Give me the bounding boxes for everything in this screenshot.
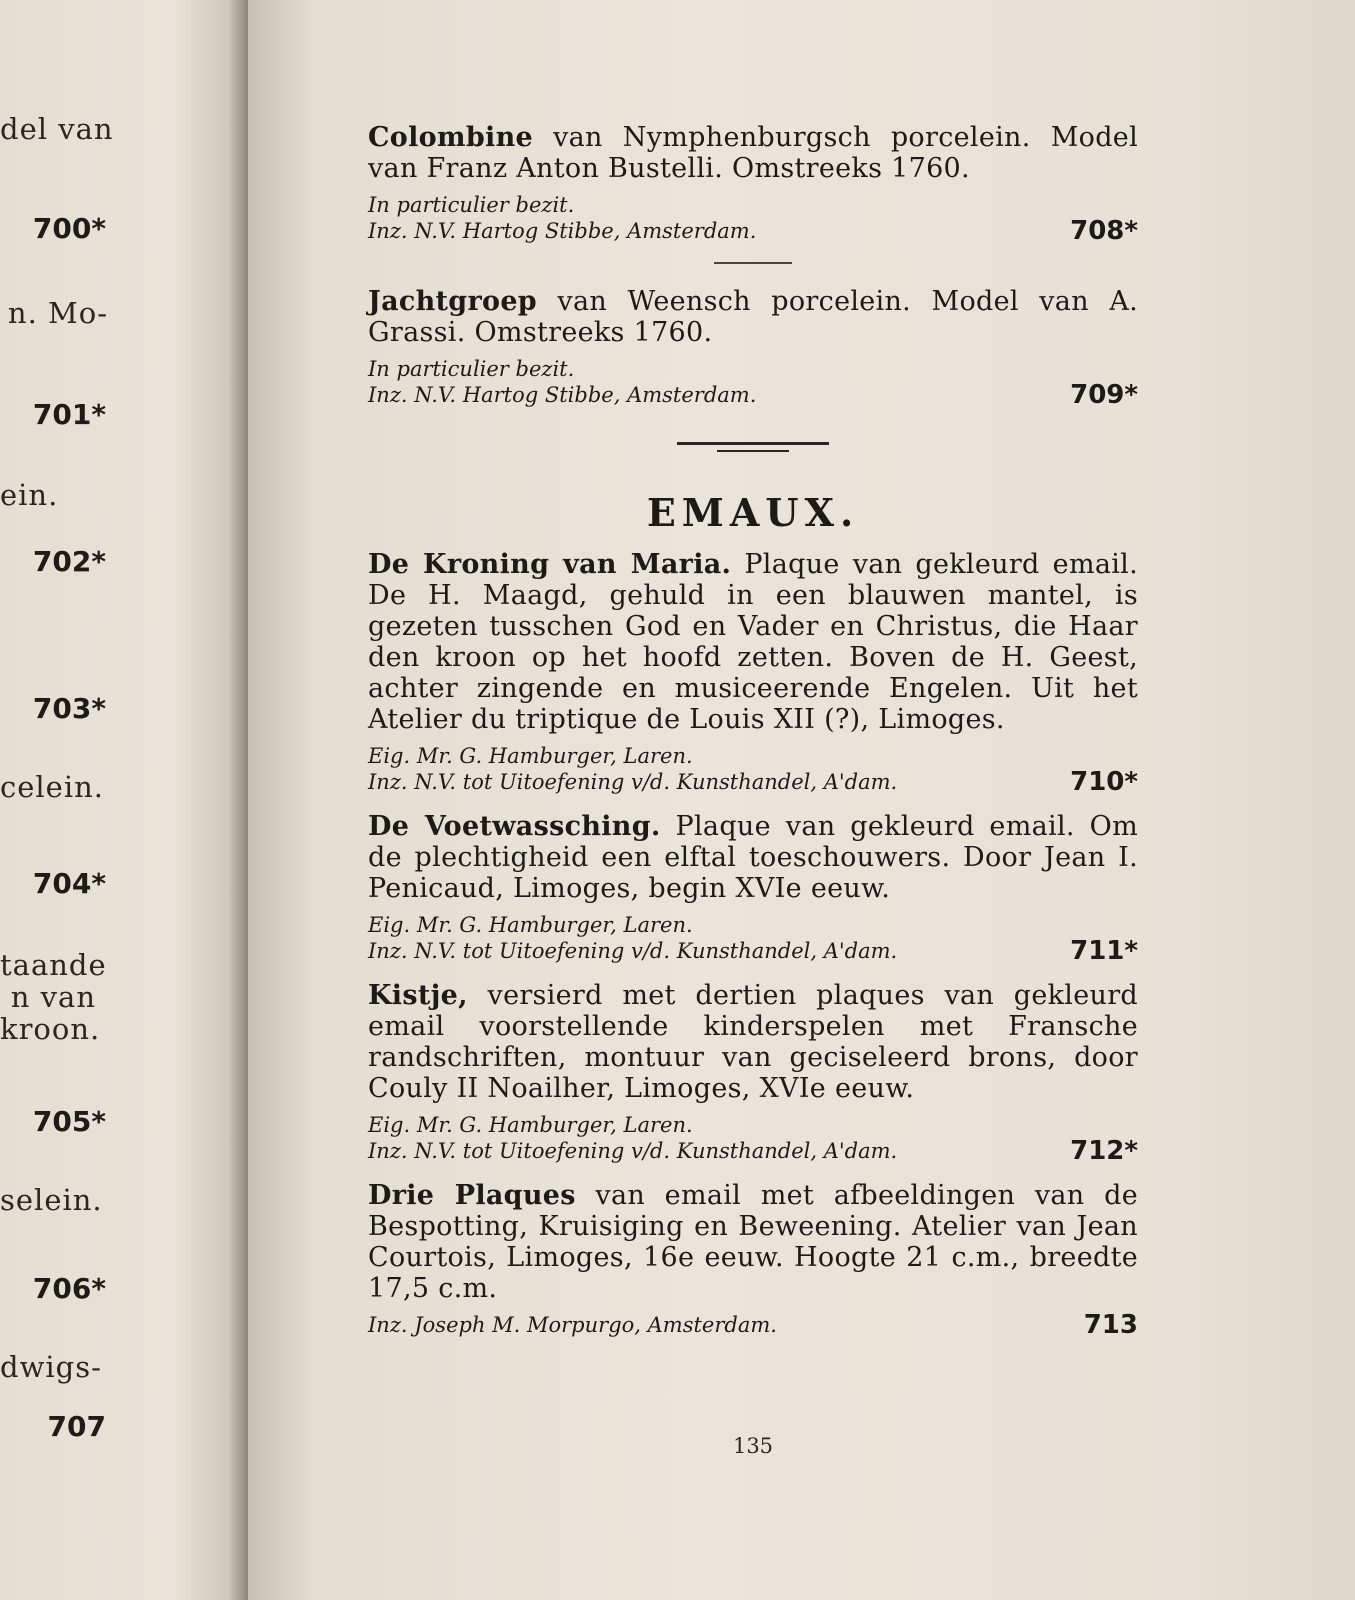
- entry-description: [368, 549, 1138, 735]
- section-divider: [677, 442, 829, 454]
- provenance-line: Inz. N.V. Hartog Stibbe, Amsterdam.: [368, 383, 757, 407]
- left-fragment: del van: [0, 112, 114, 146]
- left-lot-number: 703*: [32, 692, 106, 725]
- left-lot-number: 702*: [32, 545, 106, 578]
- catalogue-entry: [368, 286, 1138, 408]
- left-page: [0, 0, 248, 1600]
- provenance-line: Eig. Mr. G. Hamburger, Laren.: [368, 744, 693, 768]
- provenance-line: Inz. N.V. Hartog Stibbe, Amsterdam.: [368, 219, 757, 243]
- catalogue-entry: [368, 122, 1138, 244]
- entry-provenance: [368, 1312, 1138, 1338]
- provenance-line: Inz. N.V. tot Uitoefening v/d. Kunsthandel, A'dam.: [368, 1139, 898, 1163]
- entry-provenance: [368, 192, 1138, 244]
- right-page: [248, 0, 1355, 1600]
- lot-number: 708*: [1070, 216, 1138, 246]
- entry-title: De Kroning van Maria.: [368, 549, 732, 580]
- page-number: 135: [732, 1434, 774, 1458]
- entry-title: Colombine: [368, 122, 533, 153]
- provenance-line: Inz. N.V. tot Uitoefening v/d. Kunsthandel, A'dam.: [368, 770, 898, 794]
- provenance-line: Eig. Mr. G. Hamburger, Laren.: [368, 1113, 693, 1137]
- entry-title: Drie Plaques: [368, 1180, 576, 1211]
- left-fragment: ein.: [0, 478, 59, 512]
- provenance-line: Inz. N.V. tot Uitoefening v/d. Kunsthandel, A'dam.: [368, 939, 898, 963]
- lot-number: 710*: [1070, 767, 1138, 797]
- lot-number: 709*: [1070, 380, 1138, 410]
- entry-text: van email met afbeeldingen van de Bespotting, Kruisiging en Beweening. Atelier van Jean Courtois, Limoges, 16e eeuw. Hoogte 21 c.m., breedte 17,5 c.m.: [368, 1180, 1138, 1304]
- entry-text: van Weensch porcelein. Model van A. Grassi. Omstreeks 1760.: [368, 286, 1138, 348]
- entry-provenance: [368, 912, 1138, 964]
- left-lot-number: 705*: [32, 1105, 106, 1138]
- entry-title: Jachtgroep: [368, 286, 537, 317]
- entry-text: van Nymphenburgsch porcelein. Model van Franz Anton Bustelli. Omstreeks 1760.: [368, 122, 1138, 184]
- left-fragment: n. Mo-: [7, 296, 108, 330]
- entry-description: [368, 980, 1138, 1104]
- left-fragment: dwigs-: [0, 1350, 102, 1384]
- entry-description: [368, 122, 1138, 184]
- entry-text: versierd met dertien plaques van gekleurd email voorstellende kinderspelen met Fransche randschriften, montuur van geciseleerd brons, door Couly II Noailher, Limoges, XVIe eeuw.: [368, 980, 1138, 1104]
- lot-number: 712*: [1070, 1136, 1138, 1166]
- left-fragment: kroon.: [0, 1012, 101, 1046]
- provenance-line: Eig. Mr. G. Hamburger, Laren.: [368, 913, 693, 937]
- lot-number: 711*: [1070, 936, 1138, 966]
- left-fragment: n van: [10, 980, 96, 1014]
- entry-description: [368, 286, 1138, 348]
- entry-title: De Voetwassching.: [368, 811, 661, 842]
- catalogue-entry: [368, 811, 1138, 964]
- entry-text: Plaque van gekleurd email. Om de plechtigheid een elftal toeschouwers. Door Jean I. Penicaud, Limoges, begin XVIe eeuw.: [368, 811, 1138, 904]
- catalogue-content: [368, 122, 1138, 1354]
- left-lot-number: 707: [47, 1410, 106, 1443]
- left-fragment: taande: [0, 948, 107, 982]
- entry-description: [368, 1180, 1138, 1304]
- catalogue-entry: [368, 549, 1138, 795]
- provenance-line: In particulier bezit.: [368, 193, 575, 217]
- entry-provenance: [368, 743, 1138, 795]
- entry-text: Plaque van gekleurd email. De H. Maagd, gehuld in een blauwen mantel, is gezeten tusschen God en Vader en Christus, die Haar den kroon op het hoofd zetten. Boven de H. Geest, achter zingende en musiceerende Engelen. Uit het Atelier du triptique de Louis XII (?), Limoges.: [368, 549, 1138, 735]
- left-fragment: selein.: [0, 1183, 103, 1217]
- left-lot-number: 704*: [32, 867, 106, 900]
- entry-description: [368, 811, 1138, 904]
- left-fragment: celein.: [0, 770, 105, 804]
- left-lot-number: 706*: [32, 1272, 106, 1305]
- entry-title: Kistje,: [368, 980, 468, 1011]
- section-heading: EMAUX.: [646, 490, 860, 535]
- divider: [714, 262, 792, 264]
- left-lot-number: 701*: [32, 398, 106, 431]
- provenance-line: In particulier bezit.: [368, 357, 575, 381]
- catalogue-entry: [368, 980, 1138, 1164]
- entry-provenance: [368, 1112, 1138, 1164]
- provenance-line: Inz. Joseph M. Morpurgo, Amsterdam.: [368, 1313, 777, 1337]
- left-lot-number: 700*: [32, 212, 106, 245]
- entry-provenance: [368, 356, 1138, 408]
- catalogue-entry: [368, 1180, 1138, 1338]
- lot-number: 713: [1083, 1310, 1138, 1340]
